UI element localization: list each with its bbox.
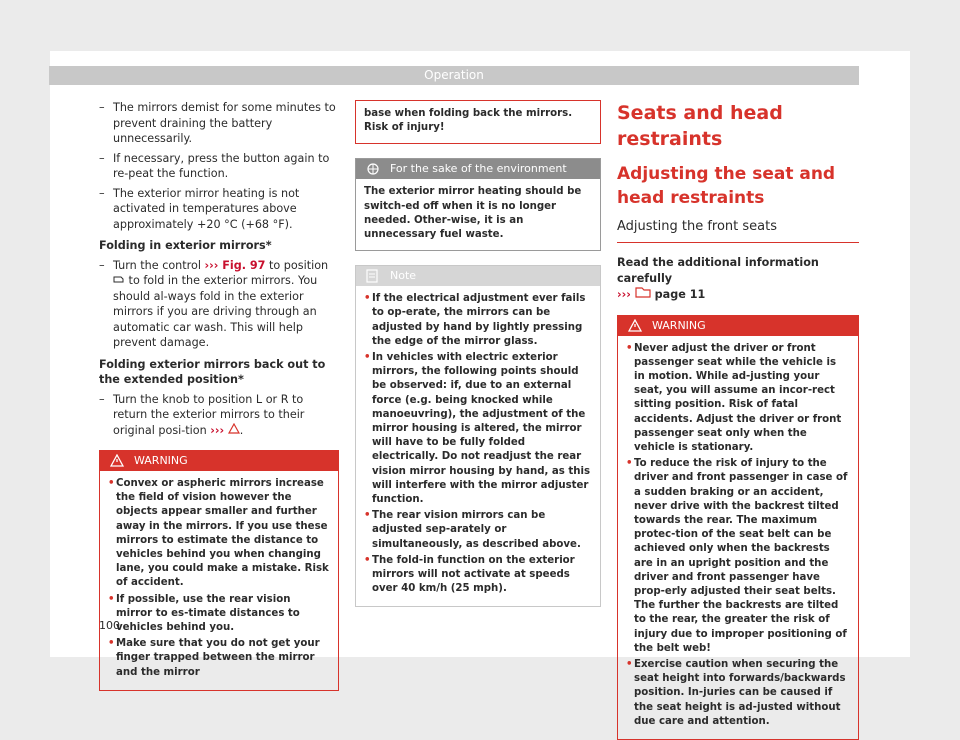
text: to position xyxy=(265,258,329,272)
warning-triangle-icon xyxy=(228,423,240,434)
list-item xyxy=(99,392,339,439)
warning-continued: base when folding back the mirrors. Risk of injury! xyxy=(364,108,573,134)
book-icon xyxy=(635,286,651,298)
subsection-title: Adjusting the front seats xyxy=(617,218,859,243)
fig-link[interactable]: ››› Fig. 97 xyxy=(204,258,266,272)
column-2 xyxy=(355,100,601,607)
warning-item: • To reduce the risk of injury to the driver and front passenger in case of a sudden braking or an accident, never drive with the backrest tilted towards the rear. The maximum protec-tion of the seat belt can be achieved only when the backrests are in an upright position and the driver and front passenger have prop-erly adjusted their seat belts. The further the backrests are tilted to the rear, the greater the risk of injury due to improper positioning of the belt web! xyxy=(626,457,850,656)
warning-box xyxy=(617,315,859,740)
warning-box xyxy=(99,450,339,691)
warning-item: • Never adjust the driver or front passenger seat while the vehicle is in motion. While ad-justing your seat, you will assume an incor-rect sitting position. Risk of fatal accidents. Adjust the driver or front passenger seat only when the vehicle is stationary. xyxy=(626,342,850,456)
environment-title: For the sake of the environment xyxy=(390,162,567,176)
chapter-title: Seats and head restraints xyxy=(617,102,783,150)
note-header xyxy=(356,266,600,286)
list-item: – If necessary, press the button again to re-peat the function. xyxy=(99,151,339,182)
section-header: Operation xyxy=(49,66,859,85)
column-3 xyxy=(617,100,859,740)
warning-link[interactable]: ››› xyxy=(210,423,225,437)
column-1 xyxy=(99,100,339,691)
note-item: • The rear vision mirrors can be adjusted sep-arately or simultaneously, as described above. xyxy=(364,509,592,552)
note-item: • In vehicles with electric exterior mirrors, the following points should be observed: if, due to an external force (e.g. being knocked while manoeuvring), the adjustment of the mirror housing is altered, the mirror will have to be fully folded electrically. Do not readjust the rear vision mirror housing by hand, as this will interfere with the mirror adjuster function. xyxy=(364,351,592,507)
warning-continued-box xyxy=(355,100,601,144)
mirror-fold-icon xyxy=(113,274,125,284)
read-info: Read the additional information carefully xyxy=(617,256,819,285)
ref-arrows: ››› xyxy=(617,288,631,301)
note-icon xyxy=(366,269,378,283)
text: to fold in the exterior mirrors. You should al-ways fold in the exterior mirrors if you are driving through an automatic car wash. This will help prevent damage. xyxy=(113,274,318,349)
note-title: Note xyxy=(390,269,417,283)
list-item: – The exterior mirror heating is not activated in temperatures above approximately +20 °C (+68 °F). xyxy=(99,186,339,233)
page-number: 100 xyxy=(99,619,120,632)
warning-item: • Make sure that you do not get your finger trapped between the mirror and the mirror xyxy=(108,637,330,680)
warning-header xyxy=(100,451,338,471)
environment-text: The exterior mirror heating should be switch-ed off when it is no longer needed. Other-wise, it is an unnecessary fuel waste. xyxy=(364,186,582,241)
section-title: Adjusting the seat and head restraints xyxy=(617,164,836,208)
warning-item: • Exercise caution when securing the seat height into forwards/backwards position. In-juries can be caused if the seat height is ad-justed without due care and attention. xyxy=(626,658,850,729)
note-item: • If the electrical adjustment ever fails to op-erate, the mirrors can be adjusted by hand by lightly pressing the edge of the mirror glass. xyxy=(364,292,592,349)
environment-box xyxy=(355,158,601,251)
note-item: • The fold-in function on the exterior mirrors will not activate at speeds over 40 km/h (25 mph). xyxy=(364,554,592,597)
warning-header xyxy=(618,316,858,336)
list-item: – The mirrors demist for some minutes to prevent draining the battery unnecessarily. xyxy=(99,100,339,147)
warning-item: • If possible, use the rear vision mirror to es-timate distances to vehicles behind you. xyxy=(108,593,330,636)
note-box xyxy=(355,265,601,607)
environment-header xyxy=(356,159,600,179)
read-info-ref[interactable] xyxy=(617,286,859,303)
warning-title: WARNING xyxy=(652,318,706,332)
warning-triangle-icon xyxy=(628,319,642,332)
subheading-folding-in: Folding in exterior mirrors* xyxy=(99,239,272,252)
list-item xyxy=(99,258,339,351)
warning-title: WARNING xyxy=(134,454,188,467)
warning-triangle-icon xyxy=(110,454,124,467)
ref-page: page 11 xyxy=(654,288,706,301)
subheading-folding-out: Folding exterior mirrors back out to the extended position* xyxy=(99,357,326,386)
warning-item: • Convex or aspheric mirrors increase the field of vision however the objects appear smaller and further away in the mirrors. If you use these mirrors to estimate the distance to vehicles behind you when changing lane, you could make a mistake. Risk of accident. xyxy=(108,477,330,591)
leaf-icon xyxy=(366,162,380,176)
text: Turn the knob to position L or R to return the exterior mirrors to their original posi-tion xyxy=(113,392,305,437)
text: Turn the control xyxy=(113,258,205,272)
text: . xyxy=(239,423,244,437)
